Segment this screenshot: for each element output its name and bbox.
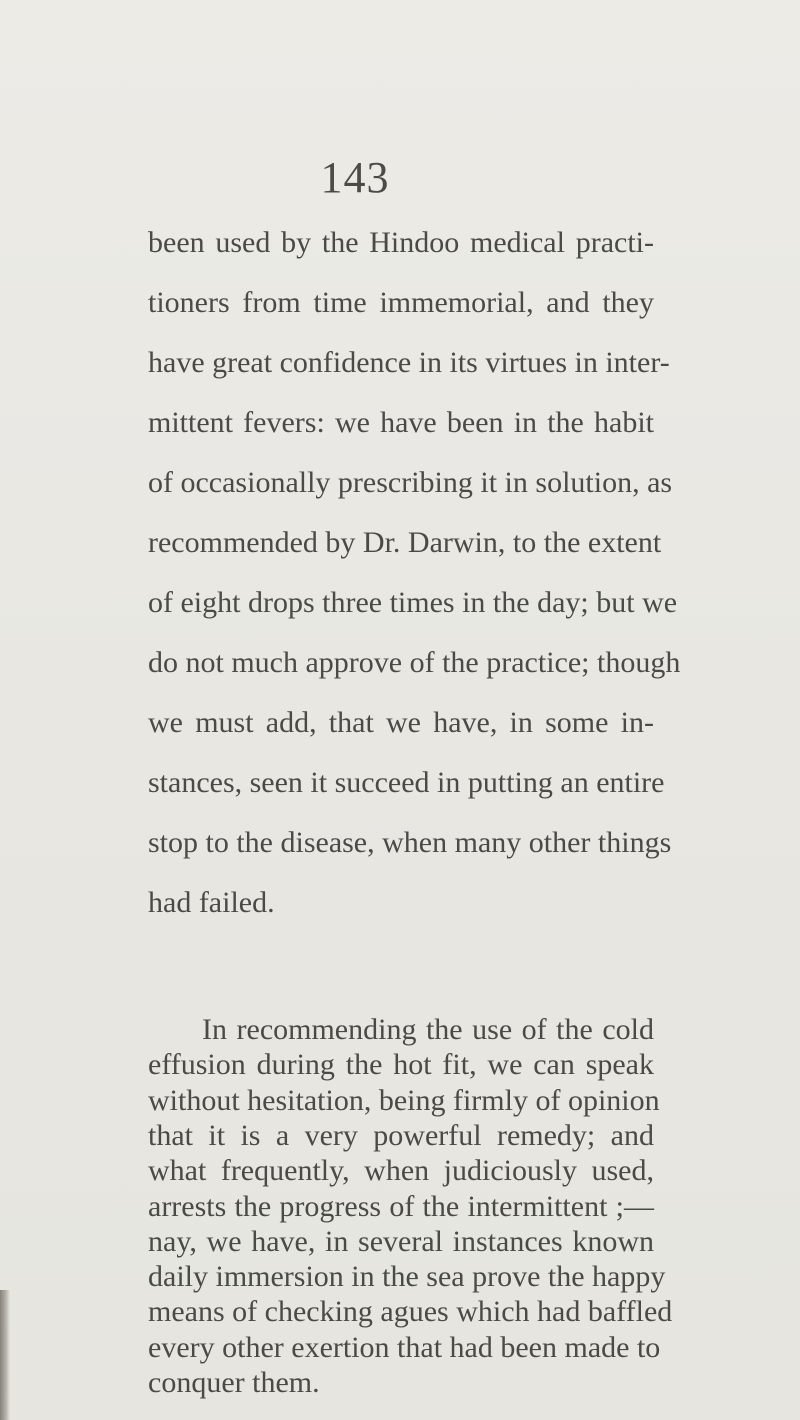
text-line: do not much approve of the practice; though: [148, 646, 681, 679]
text-line: nay, we have, in several instances known: [148, 1224, 654, 1258]
text-line: have great confidence in its virtues in inter-: [148, 346, 670, 379]
text-line: of eight drops three times in the day; but we: [148, 586, 678, 619]
text-line: without hesitation, being firmly of opinion: [148, 1083, 660, 1117]
text-line: mittent fevers: we have been in the habit: [148, 406, 654, 439]
text-line: stances, seen it succeed in putting an entire: [148, 766, 665, 799]
text-line: daily immersion in the sea prove the happy: [148, 1260, 666, 1294]
text-line: conquer them.: [148, 1366, 320, 1399]
text-line: what frequently, when judiciously used,: [148, 1154, 654, 1188]
page-number: 143: [320, 153, 390, 202]
text-line: that it is a very powerful remedy; and: [148, 1118, 654, 1152]
text-line: In recommending the use of the cold: [202, 1013, 654, 1046]
text-line: stop to the disease, when many other things: [148, 826, 672, 859]
text-line: every other exertion that had been made to: [148, 1330, 661, 1364]
text-line: we must add, that we have, in some in-: [148, 706, 654, 739]
text-line: tioners from time immemorial, and they: [148, 286, 654, 319]
text-line: effusion during the hot fit, we can speak: [148, 1048, 654, 1082]
text-line: recommended by Dr. Darwin, to the extent: [148, 526, 662, 559]
text-line: been used by the Hindoo medical practi-: [148, 226, 654, 259]
text-line: means of checking agues which had baffled: [148, 1295, 673, 1329]
binding-edge-shadow: [0, 1290, 10, 1420]
text-line: of occasionally prescribing it in solution, as: [148, 466, 673, 499]
text-line: had failed.: [148, 886, 275, 919]
text-line: arrests the progress of the intermittent ;—: [148, 1189, 654, 1223]
